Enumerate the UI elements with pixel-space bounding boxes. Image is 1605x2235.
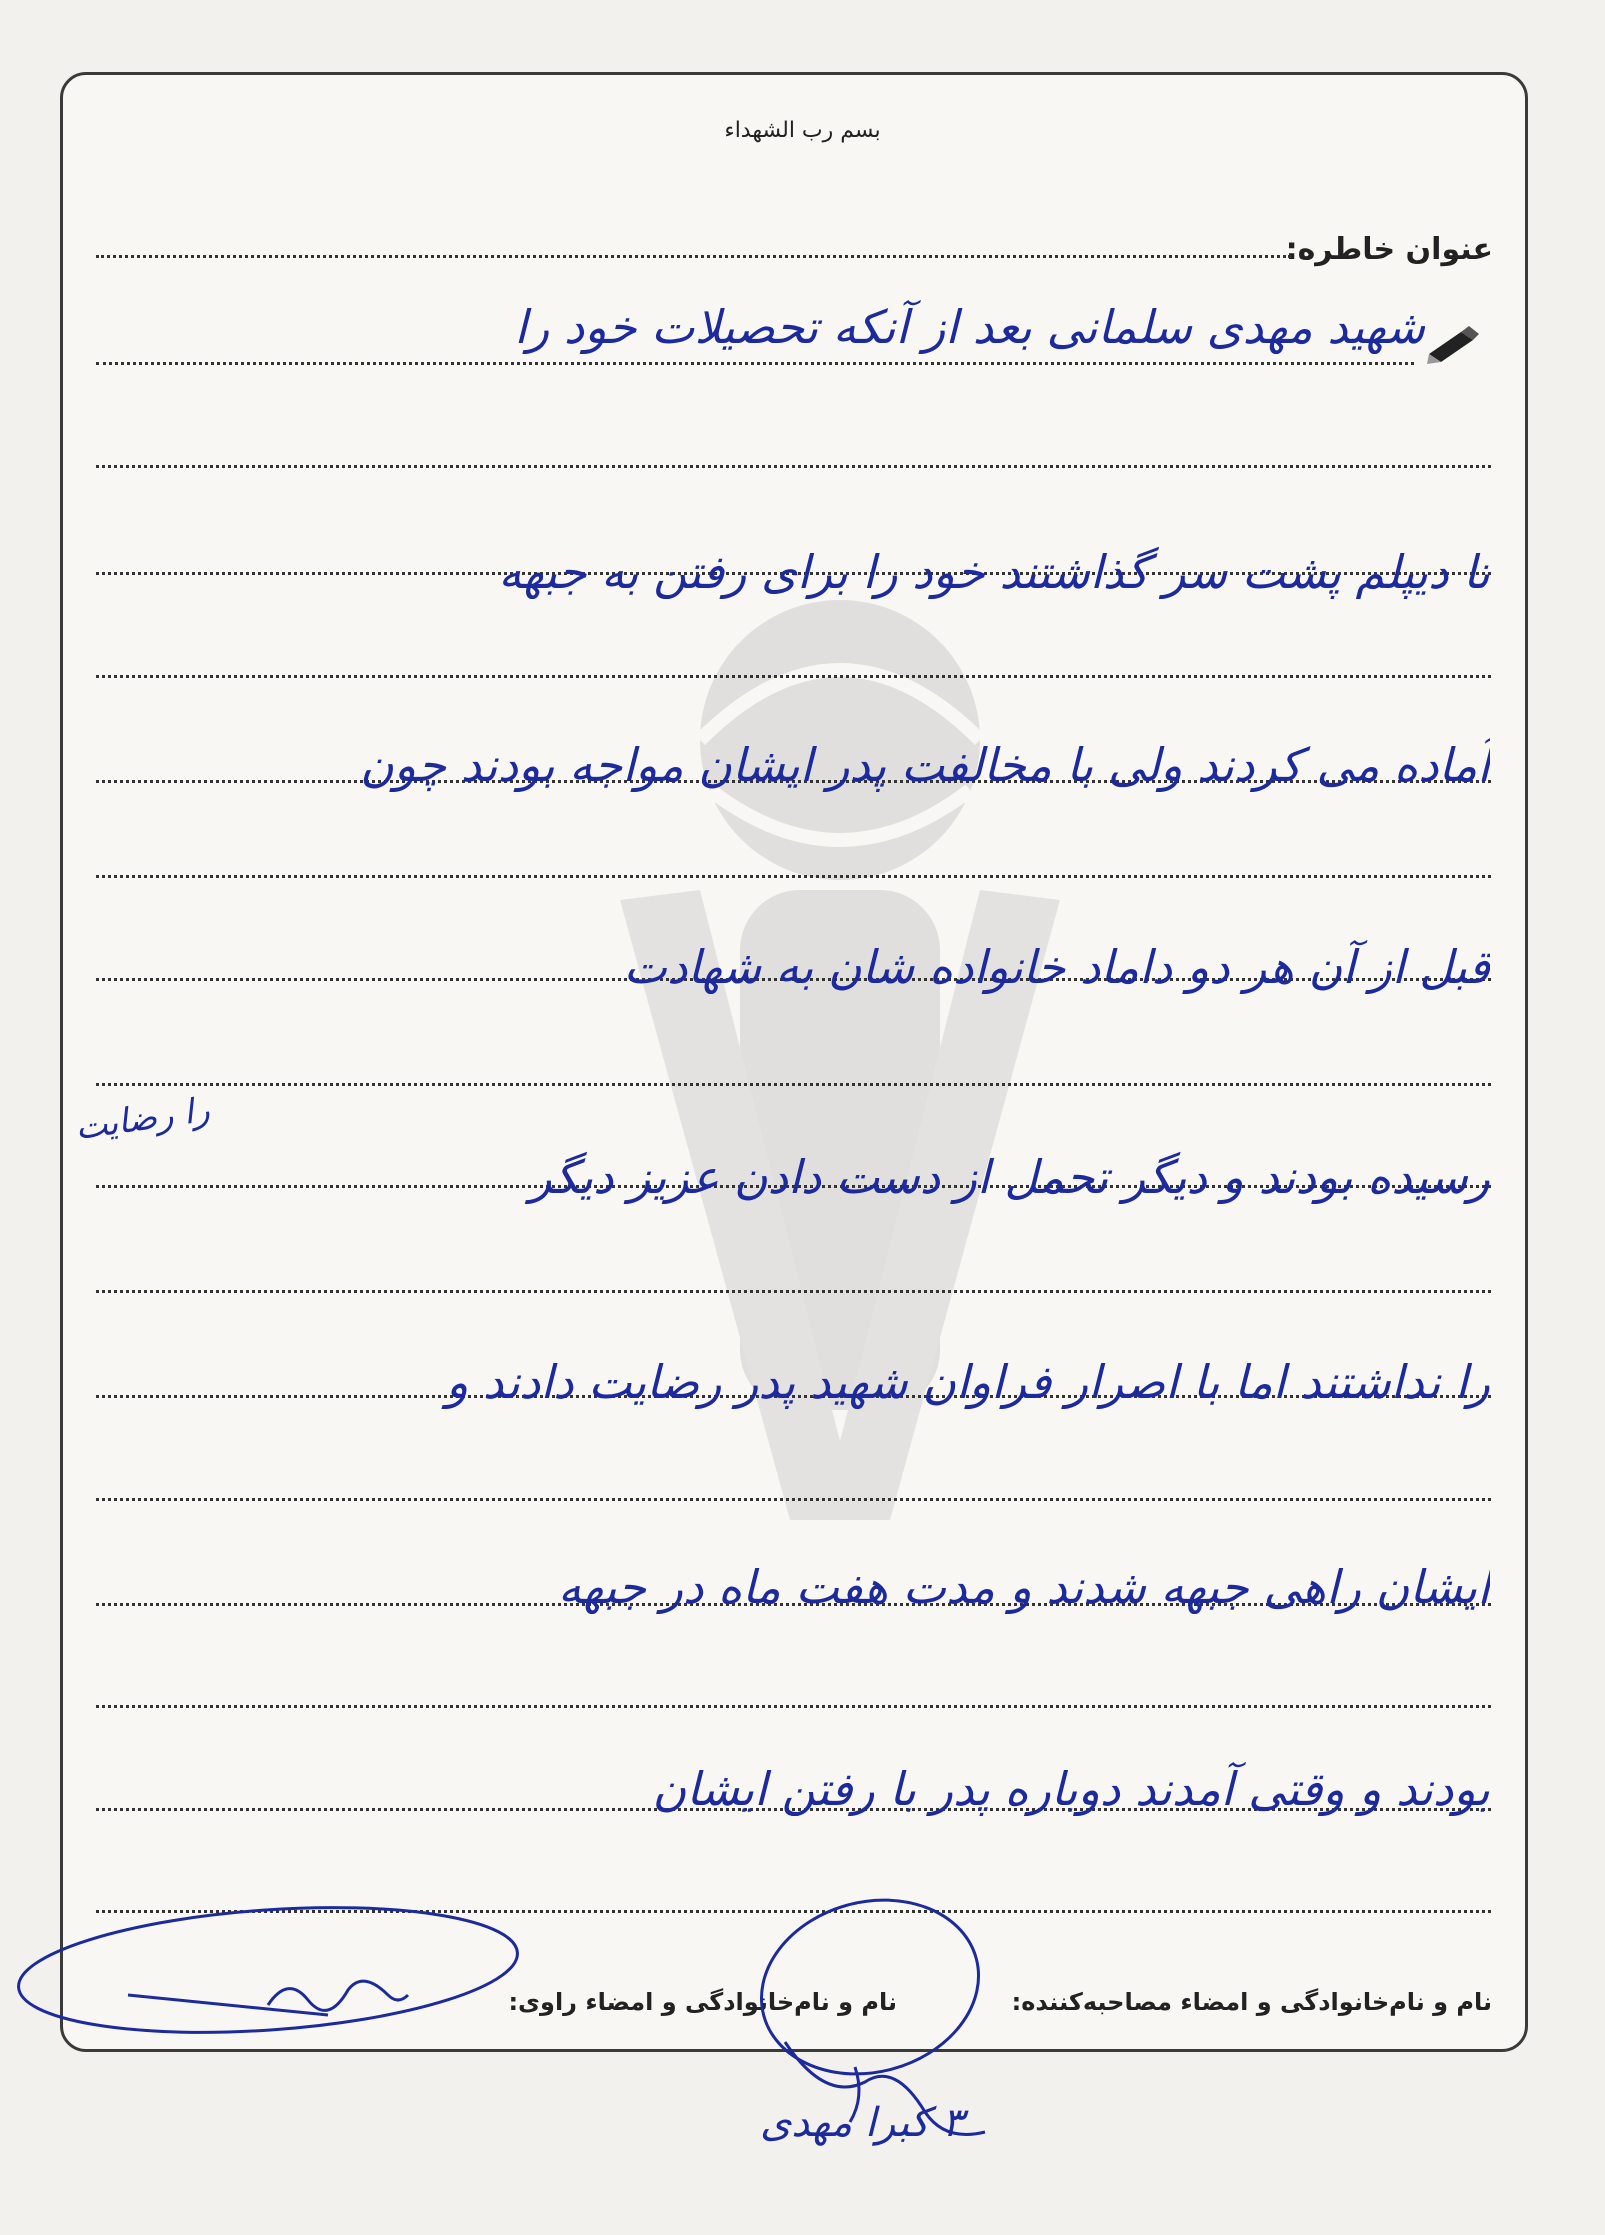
writing-line [96, 675, 1491, 678]
writing-line [96, 255, 1291, 258]
writing-line [96, 1290, 1491, 1293]
handwritten-line: آماده می کردند ولی با مخالفت پدر ایشان مواجه بودند چون [360, 738, 1490, 792]
writing-line [96, 1498, 1491, 1501]
narrator-signature-icon [8, 1895, 528, 2055]
writing-line [96, 1705, 1491, 1708]
narrator-signature-label: نام و نام‌خانوادگی و امضاء راوی: [508, 1988, 897, 2016]
memoir-title-label: عنوان خاطره: [1285, 232, 1493, 267]
handwritten-line: تا دیپلم پشت سر گذاشتند خود را برای رفتن به جبهه [498, 545, 1490, 599]
interviewer-signature-label: نام و نام‌خانوادگی و امضاء مصاحبه‌کننده: [1011, 1988, 1492, 2016]
handwritten-line: رسیده بودند و دیگر تحمل از دست دادن عزیز دیگر [529, 1150, 1490, 1204]
margin-note: را رضایت [72, 1089, 213, 1149]
writing-line [96, 362, 1414, 365]
pencil-icon [1425, 324, 1481, 364]
handwritten-line: را نداشتند اما با اصرار فراوان شهید پدر رضایت دادند و [446, 1355, 1490, 1409]
handwritten-line: بودند و وقتی آمدند دوباره پدر با رفتن ایشان [652, 1762, 1490, 1816]
writing-line [96, 875, 1491, 878]
writing-line [96, 465, 1491, 468]
writing-line [96, 1083, 1491, 1086]
header-title: بسم رب الشهداء [724, 118, 881, 143]
handwritten-line: ایشان راهی جبهه شدند و مدت هفت ماه در جبهه [557, 1560, 1490, 1614]
handwritten-line: قبل از آن هر دو داماد خانواده شان به شهادت [623, 940, 1490, 994]
page-number-note: ۳ کبرا مهدی [760, 2100, 964, 2146]
handwritten-line: شهید مهدی سلمانی بعد از آنکه تحصیلات خود را [514, 300, 1425, 354]
